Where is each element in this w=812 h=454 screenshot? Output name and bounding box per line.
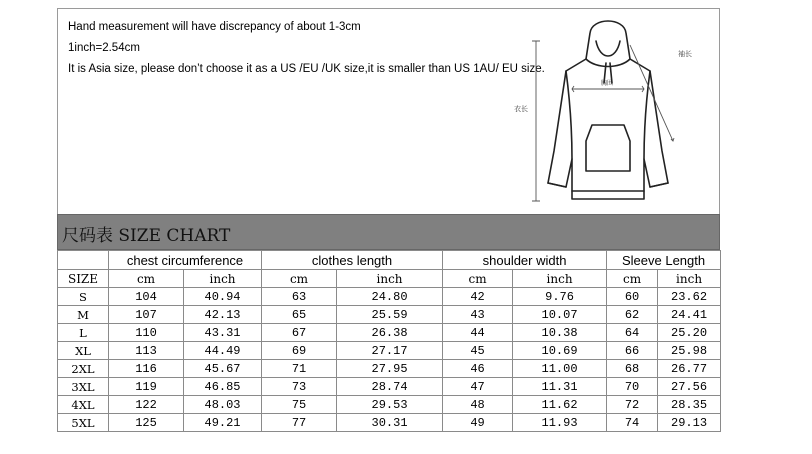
table-cell: 49.21 (184, 414, 262, 432)
table-cell: 29.53 (337, 396, 443, 414)
size-cell: 4XL (58, 396, 109, 414)
table-cell: 107 (109, 306, 184, 324)
table-row (58, 324, 721, 342)
table-cell: 11.62 (513, 396, 607, 414)
table-cell: 26.38 (337, 324, 443, 342)
info-panel (57, 8, 720, 214)
table-row (58, 414, 721, 432)
table-cell: 47 (443, 378, 513, 396)
table-cell: 66 (607, 342, 658, 360)
size-cell: M (58, 306, 109, 324)
table-cell: 29.13 (658, 414, 721, 432)
table-cell: 71 (262, 360, 337, 378)
group-header-row (58, 251, 721, 270)
table-cell: 25.20 (658, 324, 721, 342)
table-cell: 24.80 (337, 288, 443, 306)
table-cell: 9.76 (513, 288, 607, 306)
size-chart-title: 尺码表 SIZE CHART (62, 226, 231, 246)
size-cell: 2XL (58, 360, 109, 378)
table-cell: 113 (109, 342, 184, 360)
table-cell: 25.98 (658, 342, 721, 360)
unit-header: inch (658, 270, 721, 288)
unit-header: inch (513, 270, 607, 288)
table-cell: 119 (109, 378, 184, 396)
table-cell: 48.03 (184, 396, 262, 414)
hoodie-diagram (508, 11, 708, 211)
table-cell: 42 (443, 288, 513, 306)
size-cell: 5XL (58, 414, 109, 432)
table-row (58, 396, 721, 414)
table-cell: 65 (262, 306, 337, 324)
table-cell: 48 (443, 396, 513, 414)
table-cell: 28.35 (658, 396, 721, 414)
measurement-notes (68, 17, 545, 80)
table-cell: 30.31 (337, 414, 443, 432)
unit-header: inch (184, 270, 262, 288)
table-cell: 116 (109, 360, 184, 378)
size-chart-table (57, 250, 721, 432)
unit-header: cm (607, 270, 658, 288)
size-chart-banner (57, 214, 720, 250)
table-cell: 43 (443, 306, 513, 324)
table-cell: 49 (443, 414, 513, 432)
group-sleeve: Sleeve Length (607, 251, 721, 270)
table-cell: 73 (262, 378, 337, 396)
table-cell: 125 (109, 414, 184, 432)
table-cell: 23.62 (658, 288, 721, 306)
table-cell: 46 (443, 360, 513, 378)
size-header: SIZE (58, 270, 109, 288)
unit-header: cm (443, 270, 513, 288)
table-cell: 28.74 (337, 378, 443, 396)
unit-header: cm (262, 270, 337, 288)
table-cell: 45 (443, 342, 513, 360)
unit-header-row (58, 270, 721, 288)
table-cell: 10.38 (513, 324, 607, 342)
table-cell: 43.31 (184, 324, 262, 342)
table-row (58, 360, 721, 378)
table-cell: 60 (607, 288, 658, 306)
table-cell: 40.94 (184, 288, 262, 306)
table-cell: 70 (607, 378, 658, 396)
note-discrepancy: Hand measurement will have discrepancy of about 1-3cm (68, 21, 361, 33)
table-cell: 24.41 (658, 306, 721, 324)
length-label: 衣长 (514, 105, 528, 113)
table-cell: 122 (109, 396, 184, 414)
note-inch-conversion: 1inch=2.54cm (68, 42, 140, 54)
table-row (58, 378, 721, 396)
table-cell: 44 (443, 324, 513, 342)
table-cell: 69 (262, 342, 337, 360)
table-cell: 77 (262, 414, 337, 432)
size-cell: 3XL (58, 378, 109, 396)
table-cell: 67 (262, 324, 337, 342)
group-chest: chest circumference (109, 251, 262, 270)
table-cell: 11.00 (513, 360, 607, 378)
table-cell: 64 (607, 324, 658, 342)
table-cell: 68 (607, 360, 658, 378)
table-row (58, 288, 721, 306)
size-cell: S (58, 288, 109, 306)
table-cell: 25.59 (337, 306, 443, 324)
table-cell: 10.69 (513, 342, 607, 360)
table-cell: 63 (262, 288, 337, 306)
unit-header: inch (337, 270, 443, 288)
chest-label: 胸围 (601, 80, 614, 87)
table-cell: 27.95 (337, 360, 443, 378)
table-cell: 110 (109, 324, 184, 342)
table-cell: 44.49 (184, 342, 262, 360)
group-length: clothes length (262, 251, 443, 270)
table-cell: 27.17 (337, 342, 443, 360)
table-cell: 74 (607, 414, 658, 432)
table-cell: 11.93 (513, 414, 607, 432)
table-cell: 26.77 (658, 360, 721, 378)
table-cell: 10.07 (513, 306, 607, 324)
group-shoulder: shoulder width (443, 251, 607, 270)
unit-header: cm (109, 270, 184, 288)
table-cell: 75 (262, 396, 337, 414)
table-cell: 11.31 (513, 378, 607, 396)
table-cell: 27.56 (658, 378, 721, 396)
table-cell: 42.13 (184, 306, 262, 324)
table-cell: 72 (607, 396, 658, 414)
table-cell: 46.85 (184, 378, 262, 396)
table-cell: 45.67 (184, 360, 262, 378)
table-cell: 104 (109, 288, 184, 306)
note-asia-size: It is Asia size, please don’t choose it as a US /EU /UK size,it is smaller than US 1AU/ EU size. (68, 63, 545, 75)
table-row (58, 306, 721, 324)
sleeve-label: 袖长 (678, 50, 692, 58)
blank-corner-cell (58, 251, 109, 270)
size-cell: L (58, 324, 109, 342)
size-cell: XL (58, 342, 109, 360)
table-cell: 62 (607, 306, 658, 324)
table-row (58, 342, 721, 360)
